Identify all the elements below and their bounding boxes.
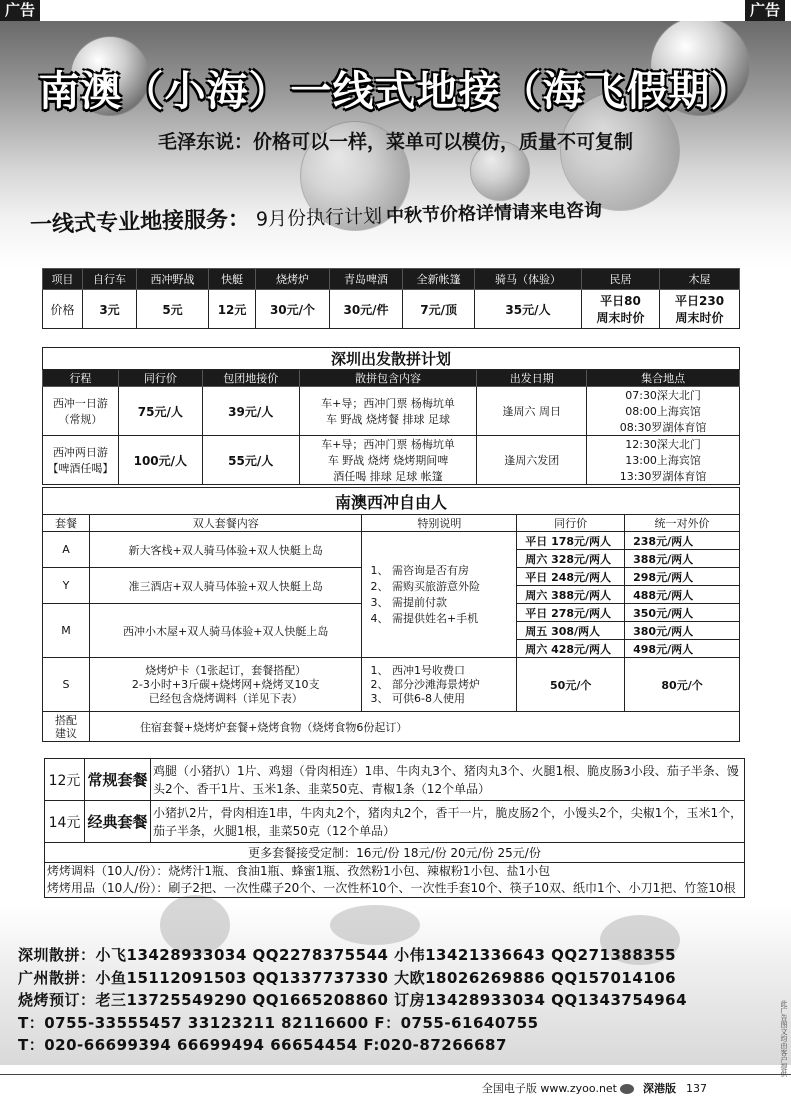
free-travel-header: 统一对外价 [625,515,740,532]
bbq-set-row [45,801,745,843]
footer [482,1080,707,1096]
sz-plan-header: 包团地接价 [202,370,299,387]
group-price: 55元/人 [202,436,299,485]
activity-price-table [42,268,740,329]
package-price-row [43,532,740,550]
free-travel-header: 同行价 [517,515,625,532]
holiday-notice: 中秋节价格详情请来电咨询 [385,200,603,228]
peer-price: 周六 388元/两人 [517,586,625,604]
public-price: 298元/两人 [625,568,740,586]
activity-price-cell: 平日80 周末时价 [581,290,659,329]
group-price: 39元/人 [202,387,299,436]
footer-site: 全国电子版 www.zyoo.net [481,1082,617,1095]
set-name: 常规套餐 [85,759,151,801]
bbq-public-price: 80元/个 [625,658,740,712]
activity-header: 自行车 [82,269,136,290]
ad-tag-right: 广告 [745,0,785,21]
public-price: 488元/两人 [625,586,740,604]
bbq-notes: 1、 西冲1号收费口 2、 部分沙滩海景烤炉 3、 可供6-8人使用 [362,658,517,712]
seasoning-list: 烤烤调料（10人/份）：烧烤汁1瓶、食油1瓶、蜂蜜1瓶、孜然粉1小包、辣椒粉1小包、盐1小包 [47,864,551,878]
contact-block [18,944,687,1057]
set-price: 14元 [45,801,85,843]
magazine-logo-icon [620,1084,634,1094]
activity-header: 骑马（体验） [475,269,582,290]
free-travel-header: 套餐 [43,515,90,532]
plan-label: 9月份执行计划 [255,205,383,231]
package-code: Y [43,568,90,604]
custom-sets-note: 更多套餐接受定制：16元/份 18元/份 20元/份 25元/份 [45,843,745,863]
activity-header: 烧烤炉 [256,269,330,290]
activity-header: 青岛啤酒 [329,269,403,290]
sz-plan-table [42,347,740,485]
activity-price-cell: 7元/顶 [403,290,475,329]
activity-header: 木屋 [660,269,740,290]
sz-plan-title: 深圳出发散拼计划 [43,348,740,370]
package-content: 西冲小木屋+双人骑马体验+双人快艇上岛 [89,604,362,658]
package-code: S [43,658,90,712]
set-items: 小猪扒2片，骨肉相连1串，牛肉丸2个，猪肉丸2个，香干一片，脆皮肠2个，小馒头2个，尖椒1个，玉米1个，茄子半条，火腿1根，韭菜50克（12个单品） [151,801,745,843]
suggest-text: 住宿套餐+烧烤炉套餐+烧烤食物（烧烤食物6份起订） [89,712,739,742]
free-travel-title: 南澳西冲自由人 [43,488,740,515]
suggest-label: 搭配 建议 [43,712,90,742]
departure-date: 逢周六 周日 [477,387,587,436]
sz-plan-header: 集合地点 [587,370,740,387]
bbq-package-row [43,658,740,712]
trip-name: 西冲一日游 （常规） [43,387,119,436]
contact-line: T：0755-33555457 33123211 82116600 F：0755-61640755 [18,1013,539,1032]
sz-plan-header: 同行价 [118,370,202,387]
package-content: 准三酒店+双人骑马体验+双人快艇上岛 [89,568,362,604]
peer-price: 平日 178元/两人 [517,532,625,550]
trip-content: 车+导；西冲门票 杨梅坑单 车 野战 烧烤餐 排球 足球 [299,387,477,436]
footer-edition: 深港版 [643,1082,676,1095]
meeting-point: 12:30深大北门 13:00上海宾馆 13:30罗湖体育馆 [587,436,740,485]
set-items: 鸡腿（小猪扒）1片、鸡翅（骨肉相连）1串、牛肉丸3个、猪肉丸3个、火腿1根、脆皮肠3小段、茄子半条、馒头2个、香干1片、玉米1条、韭菜50克、青椒1条（12个单品） [151,759,745,801]
package-content: 新大客栈+双人骑马体验+双人快艇上岛 [89,532,362,568]
trip-name: 西冲两日游 【啤酒任喝】 [43,436,119,485]
page-title: 南澳（小海）一线式地接（海飞假期） [38,67,753,115]
departure-date: 逢周六发团 [477,436,587,485]
trip-content: 车+导；西冲门票 杨梅坑单 车 野战 烧烤 烧烤期间啤 酒任喝 排球 足球 帐篷 [299,436,477,485]
package-code: M [43,604,90,658]
contact-line: 烧烤预订：老三13725549290 QQ1665208860 订房13428933034 QQ1343754964 [18,991,688,1009]
activity-price-cell: 35元/人 [475,290,582,329]
public-price: 380元/两人 [625,622,740,640]
activity-price-cell: 平日230 周末时价 [660,290,740,329]
package-code: A [43,532,90,568]
contact-line: T：020-66699394 66699494 66654454 F:020-87266687 [18,1036,507,1054]
slogan-quote: 毛泽东说：价格可以一样，菜单可以模仿，质量不可复制 [157,131,633,153]
meeting-point: 07:30深大北门 08:00上海宾馆 08:30罗湖体育馆 [587,387,740,436]
set-name: 经典套餐 [85,801,151,843]
free-travel-header: 双人套餐内容 [89,515,362,532]
contact-line: 深圳散拼：小飞13428933034 QQ2278375544 小伟13421336643 QQ271388355 [18,946,677,964]
activity-price-cell: 3元 [82,290,136,329]
activity-header: 项目 [43,269,83,290]
activity-header: 快艇 [208,269,255,290]
peer-price: 100元/人 [118,436,202,485]
ad-tag-left: 广告 [0,0,40,21]
bbq-peer-price: 50元/个 [517,658,625,712]
seasoning-tools-cell [45,863,745,898]
sz-plan-header: 出发日期 [477,370,587,387]
activity-price-label: 价格 [43,290,83,329]
set-price: 12元 [45,759,85,801]
package-notes: 1、 需咨询是否有房 2、 需购买旅游意外险 3、 需提前付款 4、 需提供姓名+手机 [362,532,517,658]
peer-price: 周六 328元/两人 [517,550,625,568]
free-travel-table [42,487,740,742]
peer-price: 周六 428元/两人 [517,640,625,658]
activity-header: 民居 [581,269,659,290]
contact-line: 广州散拼：小鱼15112091503 QQ1337737330 大欧18026269886 QQ157014106 [18,968,677,987]
decor-flower [330,905,420,945]
activity-price-cell: 30元/件 [329,290,403,329]
activity-price-cell: 5元 [137,290,209,329]
activity-price-cell: 30元/个 [256,290,330,329]
peer-price: 平日 278元/两人 [517,604,625,622]
peer-price: 平日 248元/两人 [517,568,625,586]
bbq-content: 烧烤炉卡（1张起订，套餐搭配） 2-3小时+3斤碳+烧烤网+烧烤叉10支 已经包含烧烤调料（详见下表） [89,658,362,712]
peer-price: 75元/人 [118,387,202,436]
public-price: 388元/两人 [625,550,740,568]
service-label: 一线式专业地接服务： [29,206,251,238]
sz-plan-header: 散拼包含内容 [299,370,477,387]
sz-plan-row [43,387,740,436]
activity-header: 西冲野战 [137,269,209,290]
public-price: 350元/两人 [625,604,740,622]
footer-rule [0,1074,791,1075]
sz-plan-row [43,436,740,485]
public-price: 498元/两人 [625,640,740,658]
bbq-set-row [45,759,745,801]
activity-price-cell: 12元 [208,290,255,329]
free-travel-header: 特别说明 [362,515,517,532]
peer-price: 周五 308/两人 [517,622,625,640]
tools-list: 烤烤用品（10人/份）：刷子2把、一次性碟子20个、一次性杯10个、一次性手套10个、筷子10双、纸巾1个、小刀1把、竹签10根 [47,881,736,895]
sz-plan-header: 行程 [43,370,119,387]
public-price: 238元/两人 [625,532,740,550]
side-disclaimer: 此广告图文均由客户提供 [780,1000,788,1077]
page-number: 137 [686,1082,707,1095]
bbq-sets-table [44,758,745,898]
activity-header: 全新帐篷 [403,269,475,290]
suggest-row [43,712,740,742]
